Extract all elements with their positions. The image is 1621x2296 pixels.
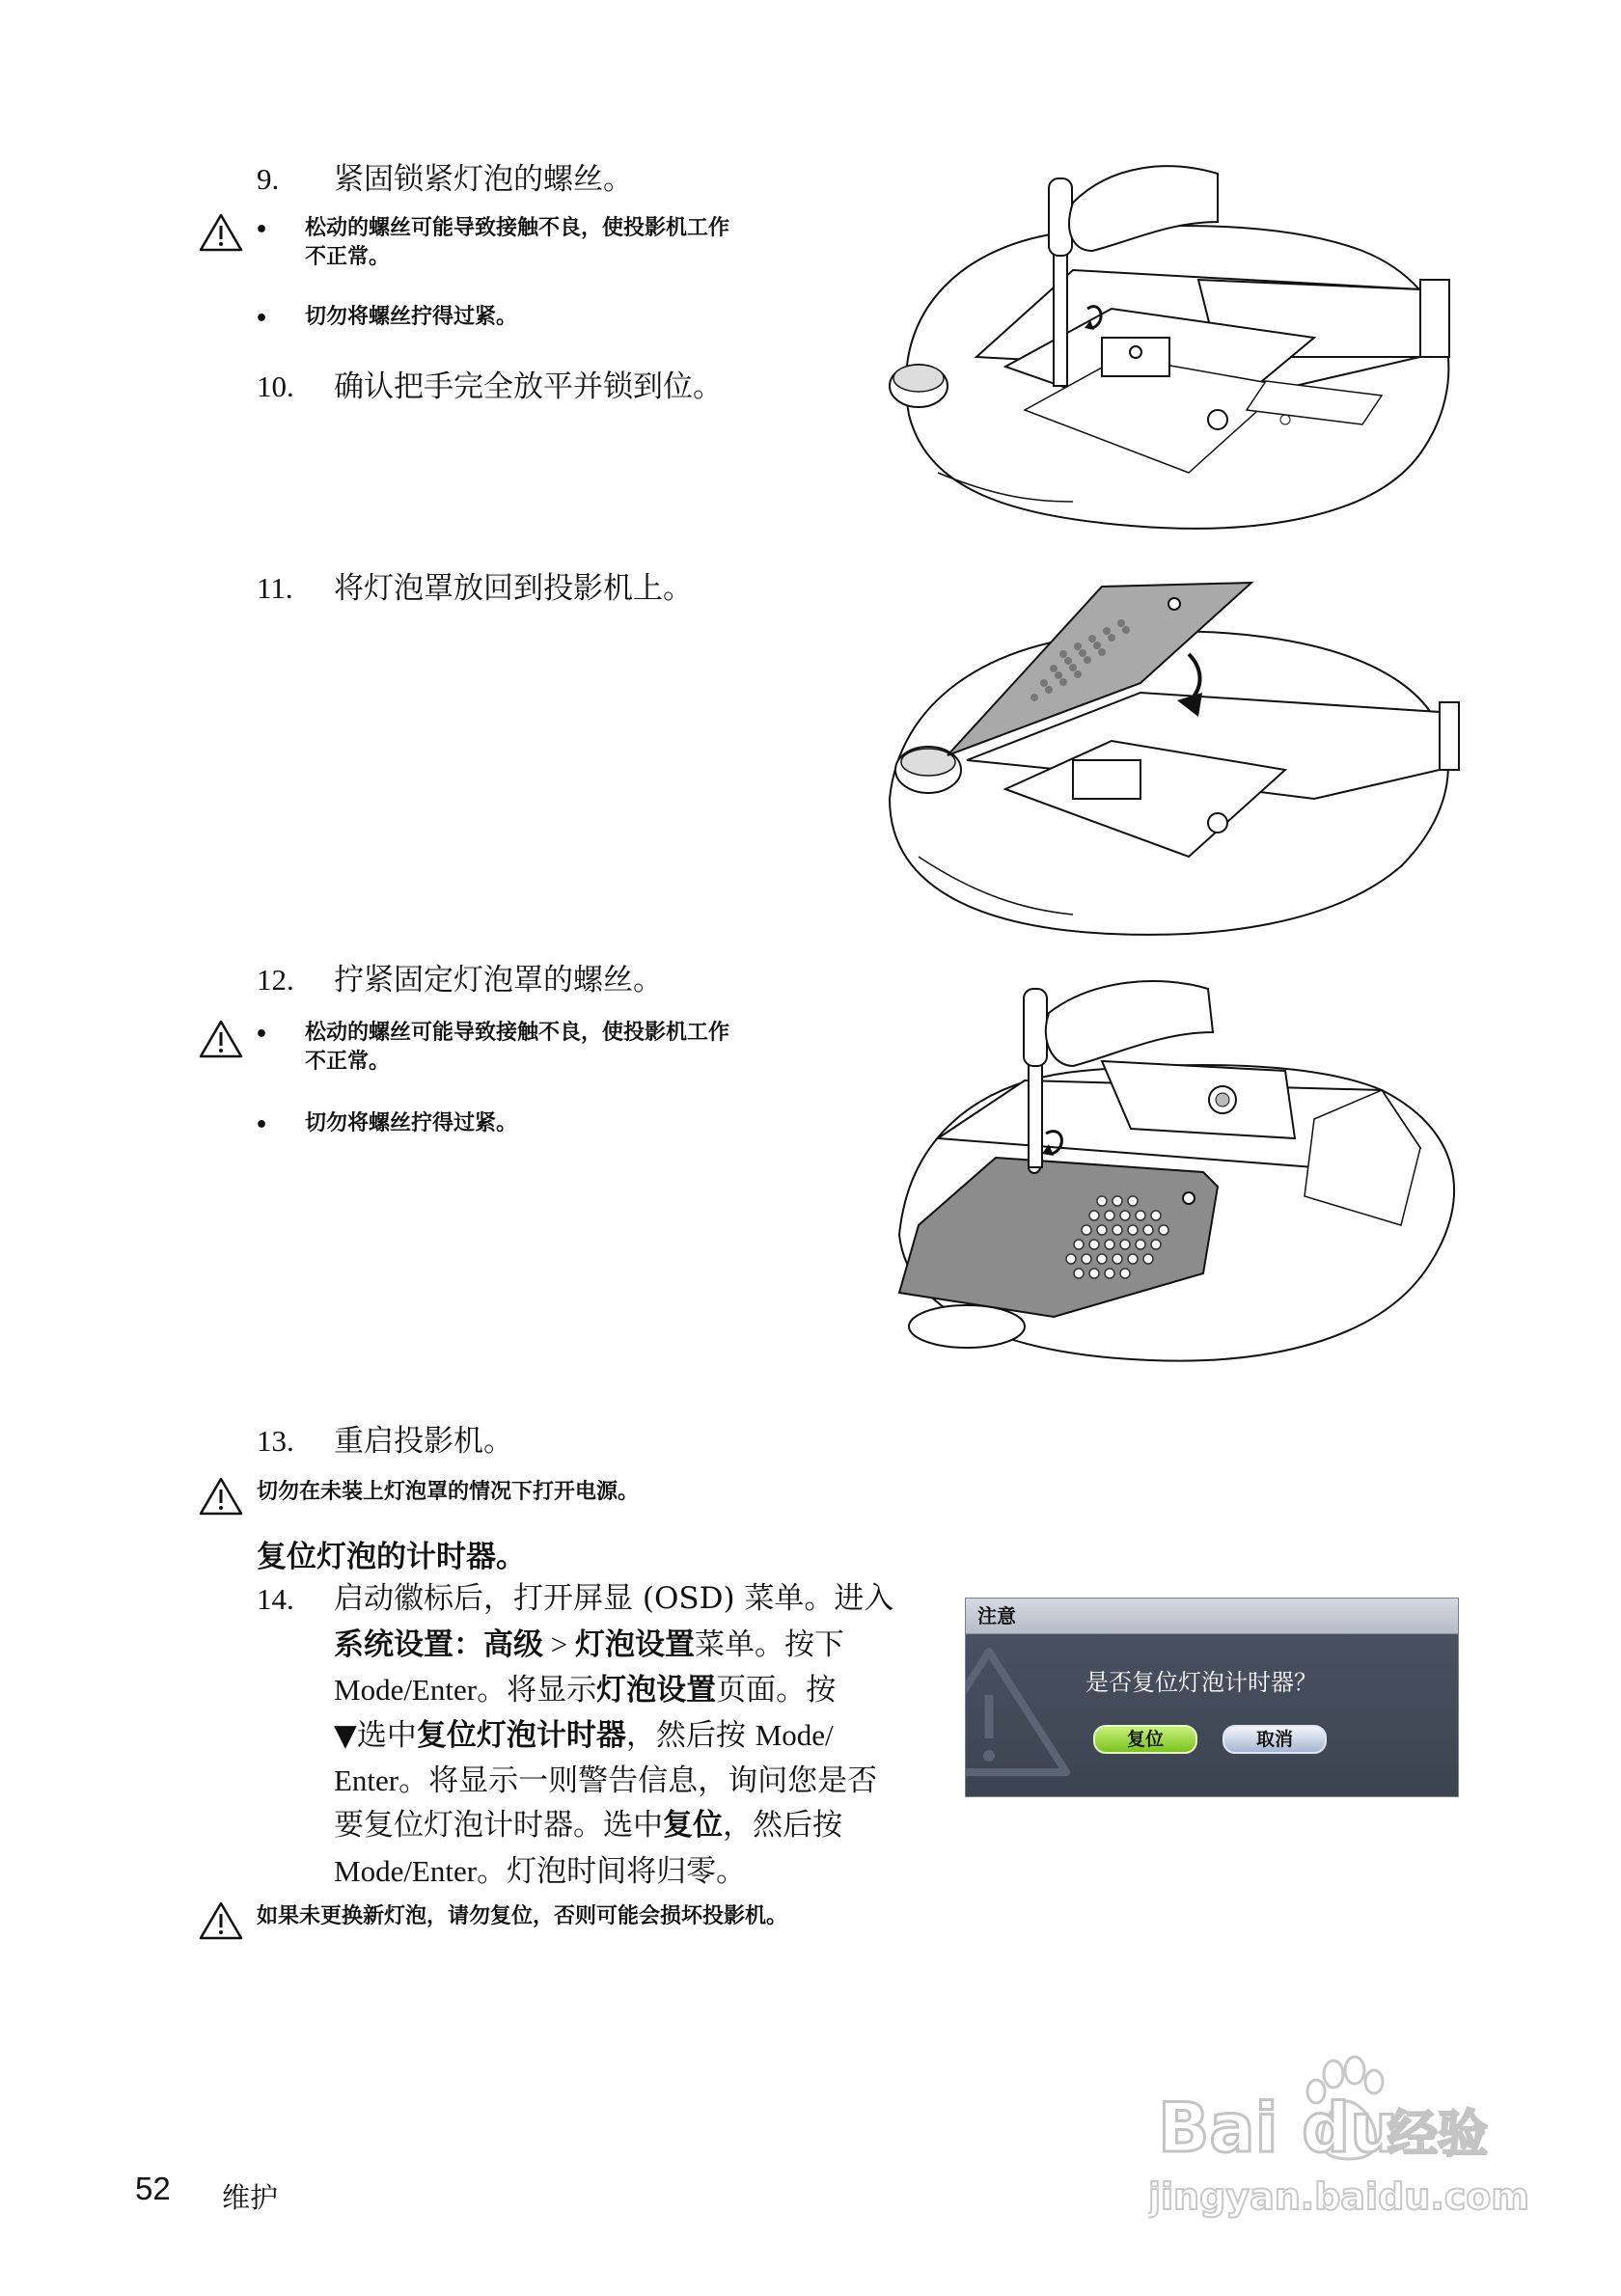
step-text: 拧紧固定灯泡罩的螺丝。 — [334, 963, 663, 998]
warning-note: 切勿在未装上灯泡罩的情况下打开电源。 — [257, 1480, 640, 1504]
step-number: 13. — [257, 1424, 294, 1458]
step-14-line-2: 系统设置：高级 > 灯泡设置菜单。按下 — [334, 1627, 844, 1662]
warning-note: 如果未更换新灯泡，请勿复位，否则可能会损坏投影机。 — [257, 1904, 788, 1928]
step-text: 确认把手完全放平并锁到位。 — [334, 369, 723, 404]
step-14-line-3: Mode/Enter。将显示灯泡设置页面。按 — [334, 1673, 837, 1708]
step-text: 紧固锁紧灯泡的螺丝。 — [334, 162, 633, 197]
step-number: 12. — [257, 963, 294, 997]
warning-note: 松动的螺丝可能导致接触不良，使投影机工作 不正常。 — [305, 1021, 730, 1074]
warning-note: 切勿将螺丝拧得过紧。 — [305, 305, 518, 329]
watermark-url: jingyan.baidu.com — [1148, 2175, 1529, 2218]
reset-lamp-dialog — [965, 1598, 1459, 1797]
lamp-cover-illustration — [880, 577, 1478, 943]
step-number: 14. — [257, 1582, 294, 1616]
watermark-brand: Bai du — [1158, 2089, 1398, 2168]
step-12 — [257, 961, 836, 999]
warning-note: 切勿将螺丝拧得过紧。 — [305, 1111, 518, 1135]
dialog-title: 注意 — [966, 1599, 1458, 1634]
dialog-body — [966, 1634, 1458, 1796]
watermark-brand-cn: 经验 — [1387, 2106, 1489, 2164]
page-number: 52 — [135, 2171, 171, 2206]
bullet: • — [255, 1113, 269, 1137]
step-14 — [257, 1580, 324, 1619]
bullet: • — [255, 1023, 269, 1047]
section-heading: 复位灯泡的计时器。 — [257, 1540, 526, 1574]
step-14-line-1: 启动徽标后，打开屏显 (OSD) 菜单。进入 — [334, 1581, 894, 1616]
step-14-line-5: Enter。将显示一则警告信息，询问您是否 — [334, 1763, 878, 1798]
warning-icon — [199, 1900, 243, 1941]
cover-screw-illustration — [880, 974, 1478, 1380]
step-number: 11. — [257, 571, 293, 605]
step-text: 将灯泡罩放回到投影机上。 — [334, 571, 693, 606]
warning-icon — [199, 212, 243, 253]
warning-note: 松动的螺丝可能导致接触不良，使投影机工作 不正常。 — [305, 216, 730, 269]
bullet: • — [255, 218, 269, 242]
step-9 — [257, 160, 836, 199]
baidu-watermark-logo — [1148, 2055, 1534, 2267]
step-text: 重启投影机。 — [334, 1424, 513, 1459]
dialog-question: 是否复位灯泡计时器？ — [1085, 1669, 1317, 1696]
warning-icon — [199, 1019, 243, 1059]
step-11 — [257, 569, 836, 608]
warning-watermark-icon — [966, 1642, 1076, 1777]
step-number: 10. — [257, 369, 294, 403]
step-number: 9. — [257, 162, 280, 196]
cancel-button[interactable]: 取消 — [1223, 1725, 1327, 1754]
step-14-line-7: Mode/Enter。灯泡时间将归零。 — [334, 1854, 747, 1889]
lamp-screw-illustration — [880, 164, 1478, 540]
reset-button[interactable]: 复位 — [1093, 1725, 1197, 1754]
step-13 — [257, 1422, 836, 1461]
bullet: • — [255, 307, 269, 331]
step-14-line-4: ▼选中复位灯泡计时器，然后按 Mode/ — [334, 1718, 834, 1753]
step-10 — [257, 368, 836, 406]
warning-icon — [199, 1476, 243, 1517]
step-14-line-6: 要复位灯泡计时器。选中复位，然后按 — [334, 1808, 842, 1843]
section-name: 维护 — [222, 2181, 279, 2214]
